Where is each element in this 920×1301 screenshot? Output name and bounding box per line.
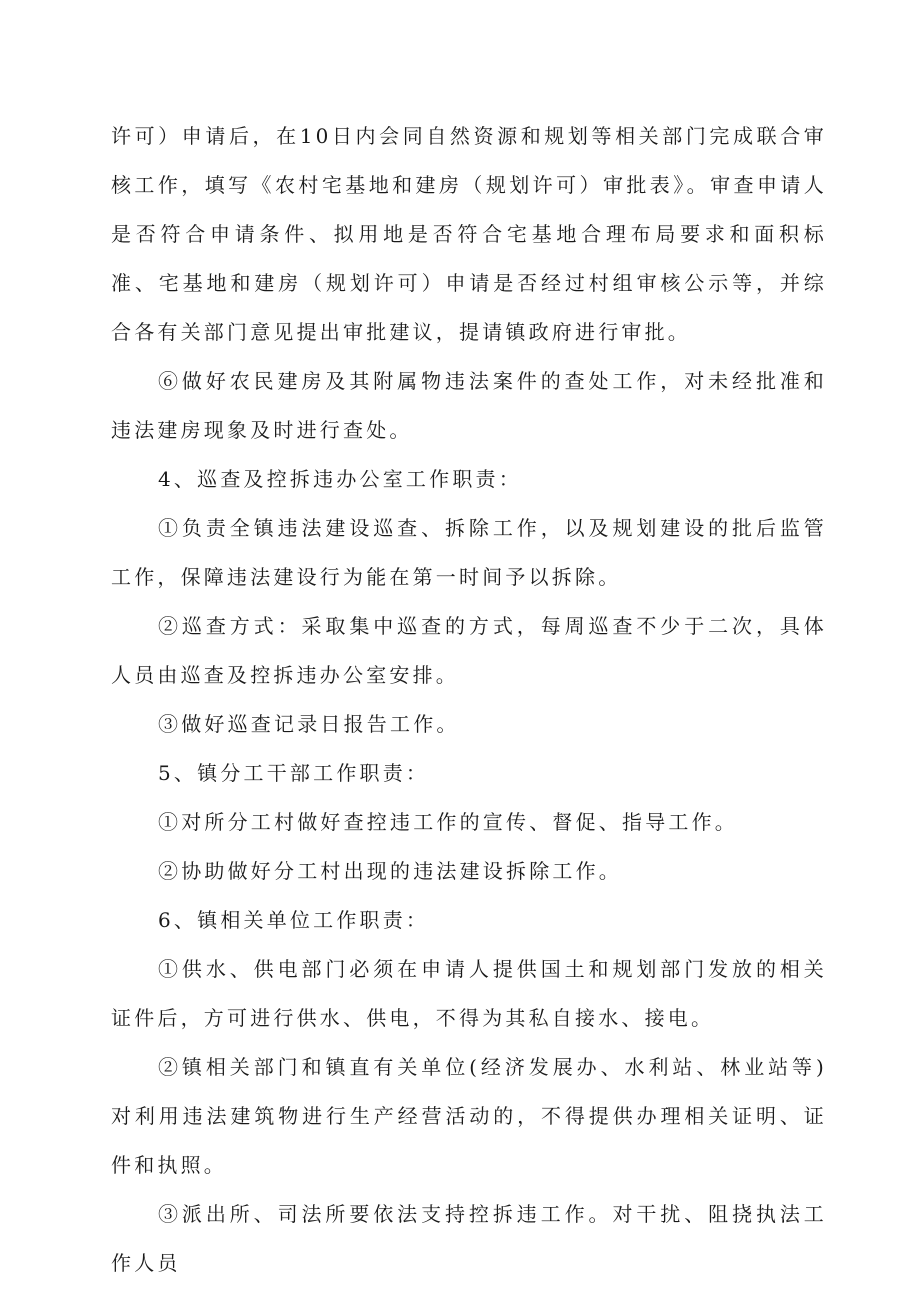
paragraph-cadre-item-2: ②协助做好分工村出现的违法建设拆除工作。 <box>158 859 622 883</box>
paragraph-unit-item-3: ③派出所、司法所要依法支持控拆违工作。对干扰、阻挠执法工作人员 <box>111 1202 827 1275</box>
paragraph-item-6-illegal-cases: ⑥做好农民建房及其附属物违法案件的查处工作，对未经批准和违法建房现象及时进行查处。 <box>111 369 827 442</box>
heading-unit-duties: 6、镇相关单位工作职责： <box>158 908 430 932</box>
heading-patrol-office-duties: 4、巡查及控拆违办公室工作职责： <box>158 467 522 491</box>
paragraph-unit-item-2: ②镇相关部门和镇直有关单位(经济发展办、水利站、林业站等)对利用违法建筑物进行生产经营活动的，不得提供办理相关证明、证件和执照。 <box>111 1055 827 1177</box>
heading-cadre-duties: 5、镇分工干部工作职责： <box>158 761 430 785</box>
paragraph-approval-review: 许可）申请后，在10日内会同自然资源和规划等相关部门完成联合审核工作，填写《农村宅基地和建房（规划许可）审批表》。审查申请人是否符合申请条件、拟用地是否符合宅基地合理布局要求和面积标准、宅基地和建房（规划许可）申请是否经过村组审核公示等，并综合各有关部门意见提出审批建议，提请镇政府进行审批。 <box>111 124 827 344</box>
paragraph-cadre-item-1: ①对所分工村做好查控违工作的宣传、督促、指导工作。 <box>158 810 738 834</box>
document-body <box>111 112 827 1288</box>
paragraph-patrol-item-3: ③做好巡查记录日报告工作。 <box>158 712 460 736</box>
paragraph-patrol-item-2: ②巡查方式：采取集中巡查的方式，每周巡查不少于二次，具体人员由巡查及控拆违办公室安排。 <box>111 614 827 687</box>
paragraph-patrol-item-1: ①负责全镇违法建设巡查、拆除工作，以及规划建设的批后监管工作，保障违法建设行为能在第一时间予以拆除。 <box>111 516 827 589</box>
paragraph-unit-item-1: ①供水、供电部门必须在申请人提供国土和规划部门发放的相关证件后，方可进行供水、供电，不得为其私自接水、接电。 <box>111 957 827 1030</box>
